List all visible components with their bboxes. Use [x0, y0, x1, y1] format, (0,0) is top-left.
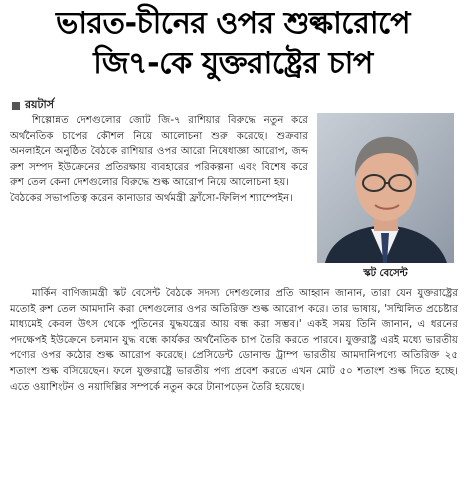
- article-paragraph: মার্কিন বাণিজ্যমন্ত্রী স্কট বেসেন্ট বৈঠকে সদস্য দেশগুলোর প্রতি আহ্বান জানান, তারা যেন যুক্তরাষ্ট্রের মতোই রুশ তেল আমদানি করা দেশগুলোর ওপর অতিরিক্ত শুল্ক আরোপ করে। তার ভাষায়, 'সম্মিলিত প্রচেষ্টার মাধ্যমেই কেবল উৎস থেকে পুতিনের যুদ্ধযন্ত্রের আয় বন্ধ করা সম্ভব।' একই সময় তিনি জানান, এ ধরনের পদক্ষেপই ইউক্রেনে চলমান যুদ্ধ বন্ধে কার্যকর অর্থনৈতিক চাপ তৈরি করতে পারবে। যুক্তরাষ্ট্র এরই মধ্যে ভারতীয় পণ্যের ওপর কঠোর শুল্ক আরোপ করেছে। প্রেসিডেন্ট ডোনাল্ড ট্রাম্প ভারতীয় আমদানিপণ্যে অতিরিক্ত ২৫ শতাংশ শুল্ক বসিয়েছেন। ফলে যুক্তরাষ্ট্রে ভারতীয় পণ্য প্রবেশ করতে এখন মোট ৫০ শতাংশ শুল্ক দিতে হচ্ছে। এতে ওয়াশিংটন ও নয়াদিল্লির সম্পর্কে নতুন করে টানাপড়েন তৈরি হয়েছে।: [10, 288, 458, 393]
- headline-line-2: জি৭-কে যুক্তরাষ্ট্রের চাপ: [93, 46, 373, 81]
- photo-caption: স্কট বেসেন্ট: [363, 268, 408, 279]
- article-column: [10, 113, 308, 207]
- article-paragraph: শিল্পোন্নত দেশগুলোর জোট জি-৭ রাশিয়ার বিরুদ্ধে নতুন করে অর্থনৈতিক চাপের কৌশল নিয়ে আলোচনা শুরু করেছে। শুক্রবার অনলাইনে অনুষ্ঠিত বৈঠকে রাশিয়ার ওপর আরো নিষেধাজ্ঞা আরোপ, জব্দ রুশ সম্পদ ইউক্রেনের প্রতিরক্ষায় ব্যবহারের পরিকল্পনা এবং বিশেষ করে রুশ তেল কেনা দেশগুলোর বিরুদ্ধে শুল্ক আরোপ নিয়ে আলোচনা হয়।: [10, 115, 308, 189]
- bullet-square-icon: [12, 102, 20, 110]
- byline-source: রয়টার্স: [25, 98, 54, 111]
- portrait-photo: [317, 113, 454, 263]
- article-body-full-width: [10, 286, 458, 395]
- article-paragraph: বৈঠকের সভাপতিত্ব করেন কানাডার অর্থমন্ত্রী ফ্রাঁসো-ফিলিপ শ্যাম্পেইন।: [10, 192, 293, 204]
- headline-line-1: ভারত-চীনের ওপর শুল্কারোপে: [56, 6, 410, 41]
- portrait-illustration: [317, 113, 454, 263]
- headline: [0, 4, 466, 84]
